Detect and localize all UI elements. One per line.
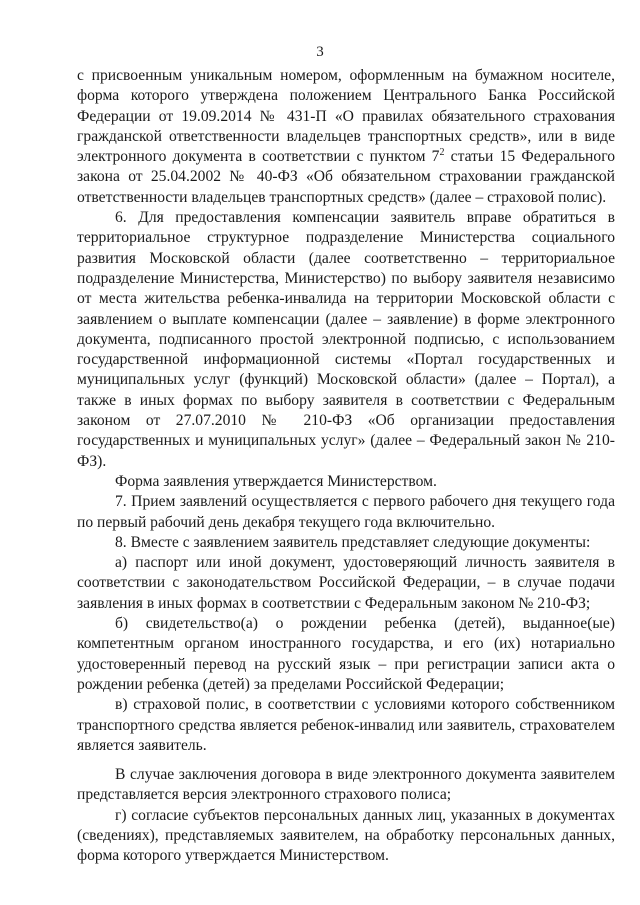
paragraph-item-6: 6. Для предоставления компенсации заявитель вправе обратиться в территориальное структурное подразделение Министерства социального развития Московской области (далее соответственно – территориальное подразделение Министерства, Министерство) по выбору заявителя независимо от места жительства ребенка-инвалида на территории Московской области с заявлением о выплате компенсации (далее – заявление) в форме электронного документа, подписанного простой электронной подписью, с использованием государственной информационной системы «Портал государственных и муниципальных услуг (функций) Московской области» (далее – Портал), а также в иных формах по выбору заявителя в соответствии с Федеральным законом от 27.07.2010 № 210-ФЗ «Об организации предоставления государственных и муниципальных услуг» (далее – Федеральный закон № 210-ФЗ). [77, 209, 615, 470]
paragraph-item-8: 8. Вместе с заявлением заявитель представляет следующие документы: [115, 533, 591, 551]
paragraph-item-v: в) страховой полис, в соответствии с условиями которого собственником транспортного средства является ребенок-инвалид или заявитель, страхователем является заявитель. [77, 696, 615, 754]
page-number: 3 [316, 44, 324, 60]
paragraph-item-b: б) свидетельство(а) о рождении ребенка (детей), выданное(ые) компетентным органом иностранного государства, и его (их) нотариально удостоверенный перевод на русский язык – при регистрации записи акта о рождении ребенка (детей) за пределами Российской Федерации; [77, 615, 615, 693]
paragraph-item-g: г) согласие субъектов персональных данных лиц, указанных в документах (сведениях), представляемых заявителем, на обработку персональных данных, форма которого утверждается Министерством. [77, 806, 615, 865]
document-body [77, 66, 615, 867]
paragraph-text: с присвоенным уникальным номером, оформленным на бумажном носителе, форма которого утверждена положением Центрального Банка Российской Федерации от 19.09.2014 № 431-П «О правилах обязательного страхования гражданской ответственности владельцев транспортных средств», или в виде электронного документа в соответствии с пунктом 7 [77, 67, 615, 166]
paragraph-item-a: а) паспорт или иной документ, удостоверяющий личность заявителя в соответствии с законодательством Российской Федерации, – в случае подачи заявления в иных формах в соответствии с Федеральным законом № 210-ФЗ; [77, 554, 615, 612]
paragraph-item-7: 7. Прием заявлений осуществляется с первого рабочего дня текущего года по первый рабочий день декабря текущего года включительно. [77, 493, 615, 531]
paragraph-text: статьи 15 Федерального закона от 25.04.2002 № 40-ФЗ «Об обязательном страховании гражданской ответственности владельцев транспортных средств» (далее – страховой полис). [77, 148, 616, 206]
paragraph-electronic-contract: В случае заключения договора в виде электронного документа заявителем представляется версия электронного страхового полиса; [77, 766, 615, 804]
paragraph-form-approval: Форма заявления утверждается Министерством. [115, 472, 437, 490]
paragraph-continuation-policy [77, 66, 615, 208]
superscript: 2 [439, 147, 445, 159]
